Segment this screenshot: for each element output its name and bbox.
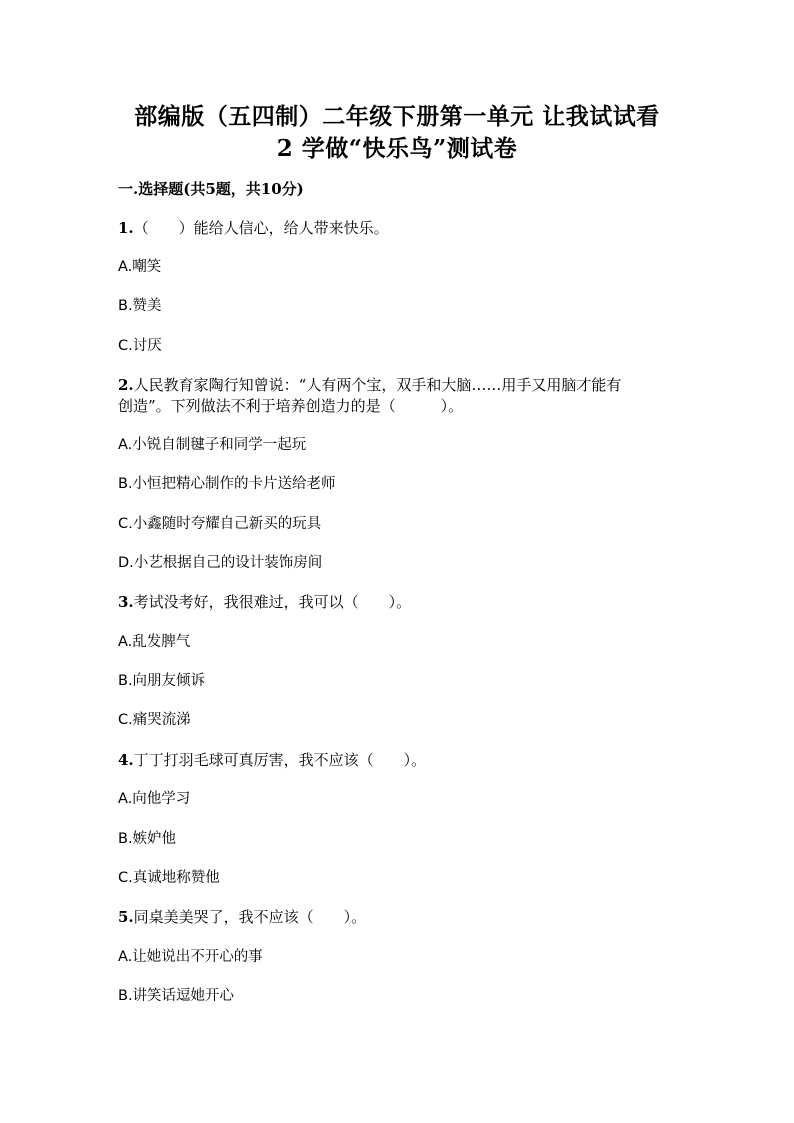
option-4a: A.向他学习 (118, 791, 191, 807)
option-2c: C.小鑫随时夸耀自己新买的玩具 (118, 516, 322, 532)
option-2a: A.小锐自制毽子和同学一起玩 (118, 437, 307, 453)
question-text: （ ）能给人信心，给人带来快乐。 (133, 219, 389, 237)
option-2d: D.小艺根据自己的设计装饰房间 (118, 555, 323, 571)
question-3 (118, 592, 678, 612)
option-1c: C.讨厌 (118, 338, 162, 354)
question-number: 3. (118, 593, 134, 611)
option-2b: B.小恒把精心制作的卡片送给老师 (118, 476, 336, 492)
question-text: 丁丁打羽毛球可真厉害，我不应该（ ）。 (133, 751, 427, 769)
section-heading: 一.选择题(共5题，共10分) (118, 180, 304, 198)
question-text: 考试没考好，我很难过，我可以（ ）。 (133, 593, 412, 611)
question-text: 同桌美美哭了，我不应该（ ）。 (133, 908, 367, 926)
option-4c: C.真诚地称赞他 (118, 870, 220, 886)
option-3c: C.痛哭流涕 (118, 712, 191, 728)
question-1 (118, 218, 678, 238)
question-number: 1. (118, 219, 134, 237)
question-number: 2. (118, 376, 134, 394)
option-5a: A.让她说出不开心的事 (118, 949, 263, 965)
option-1b: B.赞美 (118, 298, 162, 314)
question-number: 4. (118, 751, 134, 769)
option-3a: A.乱发脾气 (118, 634, 191, 650)
option-3b: B.向朋友倾诉 (118, 673, 206, 689)
question-2 (118, 375, 678, 395)
question-4 (118, 750, 678, 770)
question-2-continued: 创造”。下列做法不利于培养创造力的是（ ）。 (118, 397, 464, 415)
page-title: 部编版（五四制）二年级下册第一单元 让我试试看 (134, 103, 660, 130)
option-1a: A.嘲笑 (118, 259, 162, 275)
question-5 (118, 907, 678, 927)
option-4b: B.嫉妒他 (118, 831, 177, 847)
question-number: 5. (118, 908, 134, 926)
option-5b: B.讲笑话逗她开心 (118, 988, 235, 1004)
page-subtitle: 2 学做“快乐鸟”测试卷 (276, 135, 518, 162)
question-text: 人民教育家陶行知曾说：“人有两个宝，双手和大脑……用手又用脑才能有 (133, 376, 622, 394)
